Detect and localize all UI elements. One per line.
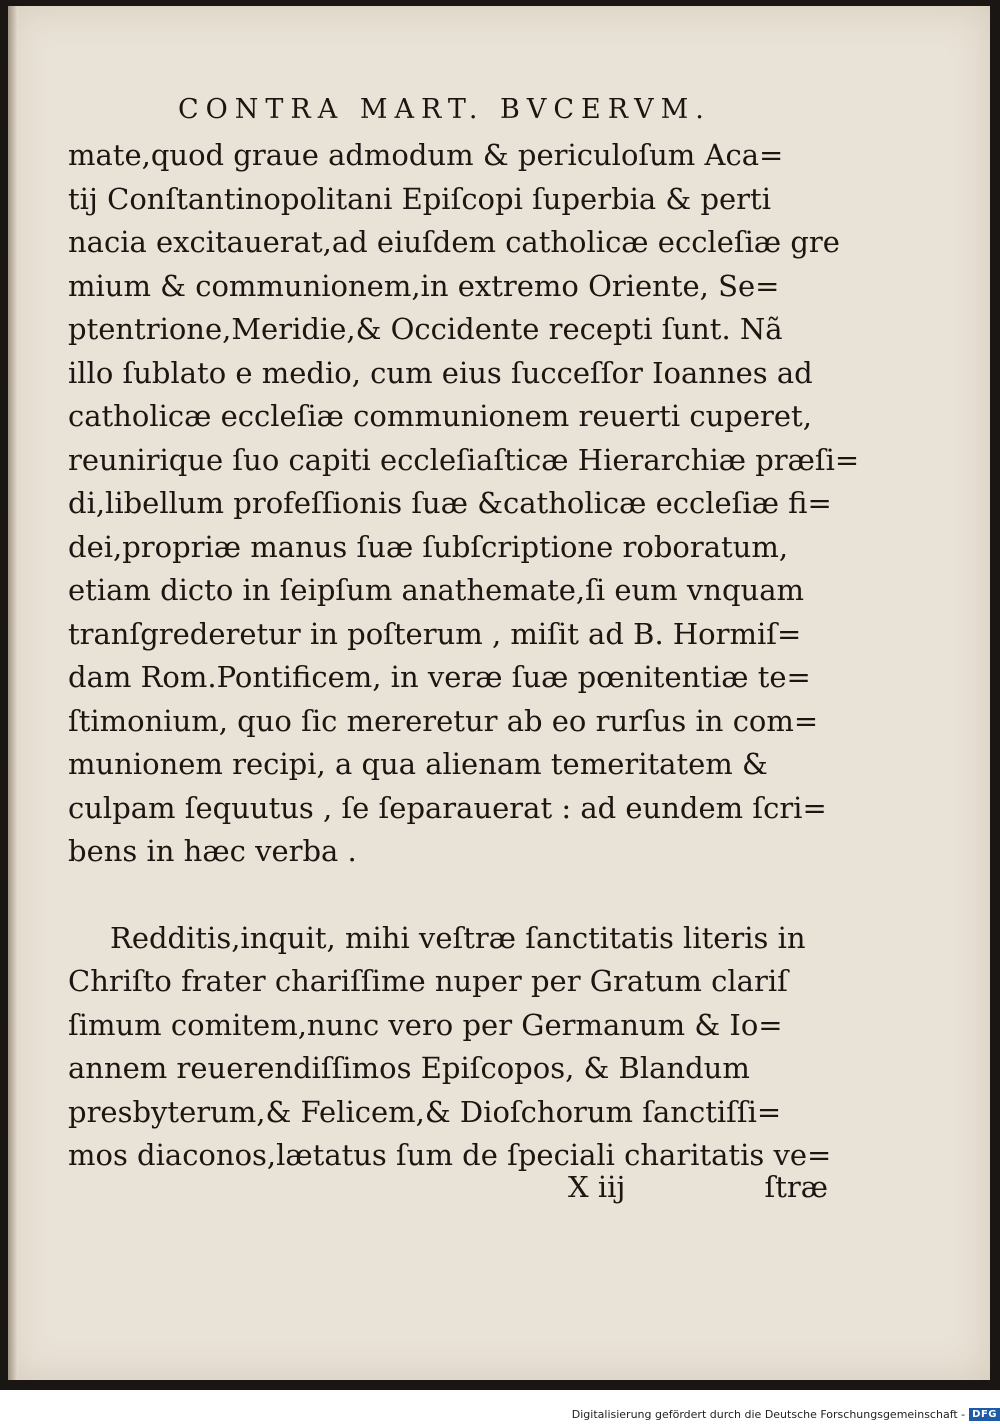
digitization-footer — [572, 1404, 1000, 1424]
catchline — [568, 1170, 828, 1210]
text-line: etiam dicto in ſeipſum anathemate,ſi eum vnquam — [68, 573, 804, 607]
text-line: bens in hæc verba . — [68, 834, 357, 868]
paragraph-gap — [68, 874, 838, 917]
text-line: presbyterum,& Felicem,& Dioſchorum ſanctiſſi= — [68, 1094, 782, 1129]
text-line: illo ſublato e medio, cum eius ſucceſſor Ioannes ad — [68, 355, 813, 390]
dfg-logo-icon: DFG — [969, 1408, 1000, 1421]
text-line: mos diaconos,lætatus ſum de ſpeciali charitatis ve= — [68, 1138, 832, 1172]
text-line: mate,quod graue admodum & periculoſum Aca= — [68, 138, 784, 172]
paragraph-1 — [68, 134, 860, 874]
text-line: dei,propriæ manus ſuæ ſubſcriptione roboratum, — [68, 529, 789, 564]
text-line: Redditis,inquit, mihi veſtræ ſanctitatis literis in — [110, 920, 806, 955]
text-line: ptentrione,Meridie,& Occidente recepti ſunt. Nã — [68, 312, 783, 346]
text-line: culpam ſequutus , ſe ſeparauerat : ad eundem ſcri= — [68, 790, 827, 825]
book-page — [8, 6, 990, 1380]
text-line: dam Rom.Pontificem, in veræ ſuæ pœnitentiæ te= — [68, 660, 811, 694]
catchword: ſtræ — [764, 1170, 828, 1204]
page-gutter-shadow — [8, 6, 18, 1380]
text-line: Chriſto frater chariſſime nuper per Gratum clariſ — [68, 964, 788, 998]
text-line: tranſgrederetur in poſterum , miſit ad B. Hormiſ= — [68, 616, 802, 651]
text-line: ſimum comitem,nunc vero per Germanum & Io= — [68, 1007, 783, 1042]
text-line: nacia excitauerat,ad eiuſdem catholicæ eccleſiæ gre — [68, 225, 840, 259]
text-line: mium & communionem,in extremo Oriente, Se= — [68, 268, 780, 303]
text-line: reunirique ſuo capiti eccleſiaſticæ Hierarchiæ præſi= — [68, 442, 860, 477]
text-line: ſtimonium, quo ſic mereretur ab eo rurſus in com= — [68, 703, 819, 738]
text-line: di,libellum profeſſionis ſuæ &catholicæ eccleſiæ fi= — [68, 486, 832, 520]
text-block — [68, 134, 860, 1178]
text-line: munionem recipi, a qua alienam temeritatem & — [68, 747, 768, 781]
text-line: tij Conſtantinopolitani Epiſcopi ſuperbia & perti — [68, 181, 771, 216]
footer-text: Digitalisierung gefördert durch die Deutsche Forschungsgemeinschaft - — [571, 1407, 966, 1421]
text-line: catholicæ eccleſiæ communionem reuerti cuperet, — [68, 399, 812, 433]
running-head: CONTRA MART. BVCERVM. — [178, 94, 711, 125]
paragraph-2 — [68, 917, 838, 1178]
signature-mark: X iij — [568, 1170, 626, 1204]
text-line: annem reuerendiſſimos Epiſcopos, & Blandum — [68, 1051, 750, 1085]
